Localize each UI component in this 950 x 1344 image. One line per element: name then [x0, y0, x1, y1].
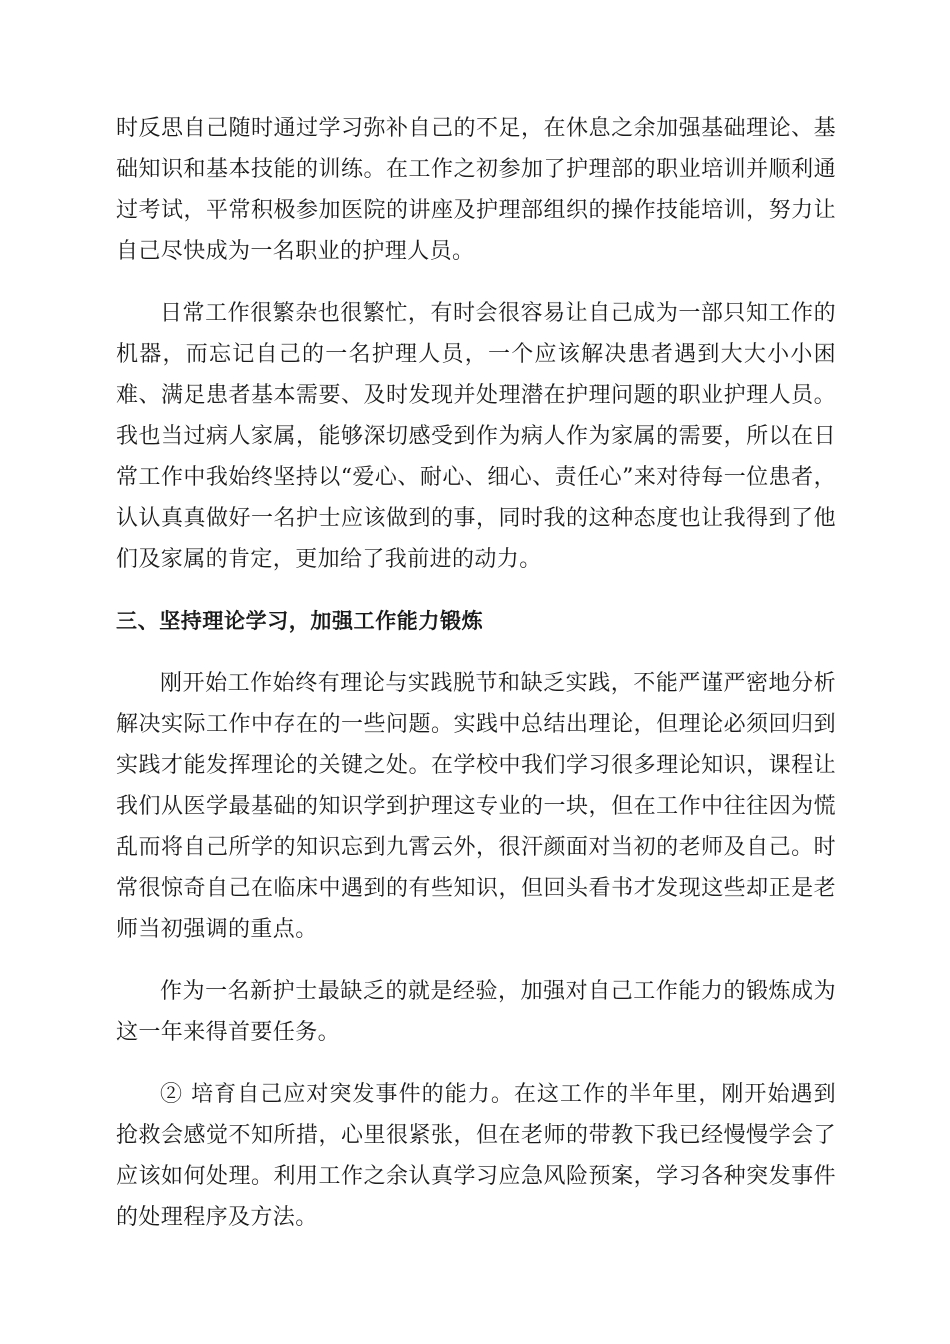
section-heading-3: 三、坚持理论学习，加强工作能力锻炼: [116, 609, 484, 633]
document-body: [116, 108, 836, 1259]
paragraph-1: 时反思自己随时通过学习弥补自己的不足，在休息之余加强基础理论、基础知识和基本技能的训练。在工作之初参加了护理部的职业培训并顺利通过考试，平常积极参加医院的讲座及护理部组织的操作技能培训，努力让自己尽快成为一名职业的护理人员。: [116, 116, 836, 264]
paragraph-2: 日常工作很繁杂也很繁忙，有时会很容易让自己成为一部只知工作的机器，而忘记自己的一名护理人员，一个应该解决患者遇到大大小小困难、满足患者基本需要、及时发现并处理潜在护理问题的职业护理人员。我也当过病人家属，能够深切感受到作为病人作为家属的需要，所以在日常工作中我始终坚持以“爱心、耐心、细心、责任心”来对待每一位患者，认认真真做好一名护士应该做到的事，同时我的这种态度也让我得到了他们及家属的肯定，更加给了我前进的动力。: [116, 301, 836, 572]
paragraph-3: 刚开始工作始终有理论与实践脱节和缺乏实践，不能严谨严密地分析解决实际工作中存在的一些问题。实践中总结出理论，但理论必须回归到实践才能发挥理论的关键之处。在学校中我们学习很多理论知识，课程让我们从医学最基础的知识学到护理这专业的一块，但在工作中往往因为慌乱而将自己所学的知识忘到九霄云外，很汗颜面对当初的老师及自己。时常很惊奇自己在临床中遇到的有些知识，但回头看书才发现这些却正是老师当初强调的重点。: [116, 671, 836, 942]
paragraph-5: ② 培育自己应对突发事件的能力。在这工作的半年里，刚开始遇到抢救会感觉不知所措，心里很紧张，但在老师的带教下我已经慢慢学会了应该如何处理。利用工作之余认真学习应急风险预案，学习各种突发事件的处理程序及方法。: [116, 1082, 836, 1230]
paragraph-4: 作为一名新护士最缺乏的就是经验，加强对自己工作能力的锻炼成为这一年来得首要任务。: [116, 979, 836, 1045]
